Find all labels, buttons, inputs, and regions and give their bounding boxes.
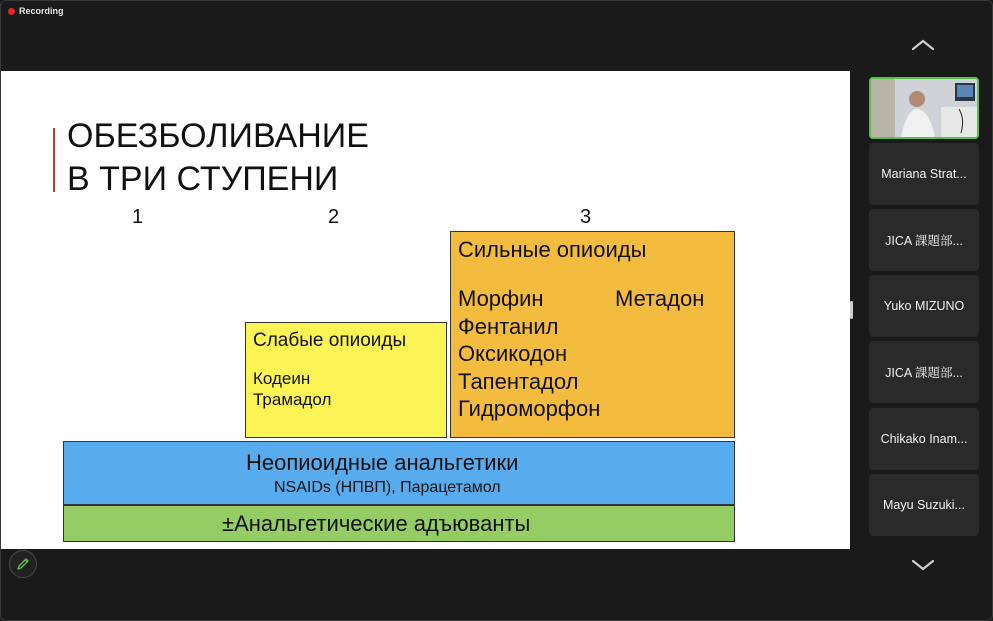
- annotate-button[interactable]: [9, 550, 37, 578]
- strong-opioid-row: [458, 313, 734, 341]
- strong-opioid-row: [458, 285, 734, 313]
- strong-opioid-item: Гидроморфон: [458, 396, 601, 421]
- step-number-2: 2: [328, 206, 340, 228]
- strong-opioid-item: Морфин: [458, 286, 544, 311]
- strong-opioid-row: [458, 368, 734, 396]
- strong-opioid-row: [458, 340, 734, 368]
- participant-tile[interactable]: [869, 341, 979, 403]
- weak-opioids-heading: Слабые опиоиды: [253, 330, 407, 351]
- speaker-video-frame: [871, 79, 977, 137]
- pencil-icon: [16, 557, 30, 571]
- participant-tile[interactable]: [869, 209, 979, 271]
- shared-screen: [1, 71, 850, 549]
- strong-opioid-item: Фентанил: [458, 313, 559, 339]
- participant-tile[interactable]: [869, 474, 979, 536]
- record-dot-icon: [8, 8, 15, 15]
- adjuvants-label: ±Анальгетические адъюванты: [222, 511, 531, 536]
- participant-name: Mayu Suzuki...: [883, 498, 965, 512]
- strong-opioids-box: [450, 231, 735, 438]
- participant-tile[interactable]: [869, 143, 979, 205]
- strong-opioids-heading: Сильные опиоиды: [458, 237, 647, 262]
- weak-opioid-item: Трамадол: [253, 390, 332, 409]
- slide-title: ОБЕЗБОЛИВАНИЕ В ТРИ СТУПЕНИ: [67, 117, 369, 198]
- title-accent-line: [53, 128, 55, 192]
- chevron-down-icon[interactable]: [911, 558, 935, 572]
- recording-label: Recording: [19, 6, 64, 16]
- participant-name: JICA 課題部...: [885, 234, 963, 248]
- non-opioid-heading: Неопиоидные анальгетики: [246, 450, 519, 475]
- strong-opioid-item: Тапентадол: [458, 368, 579, 394]
- strong-opioid-item: Оксикодон: [458, 341, 568, 366]
- strong-opioid-item: Метадон: [615, 286, 705, 311]
- non-opioid-subtitle: NSAIDs (НПВП), Парацетамол: [274, 479, 501, 496]
- weak-opioids-box: [245, 322, 447, 438]
- participant-name: JICA 課題部...: [885, 366, 963, 380]
- participant-name: Yuko MIZUNO: [883, 299, 965, 313]
- non-opioid-box: [63, 441, 735, 505]
- chevron-up-icon[interactable]: [911, 38, 935, 52]
- participant-tile[interactable]: [869, 408, 979, 470]
- step-number-1: 1: [132, 206, 144, 228]
- recording-indicator[interactable]: [8, 6, 64, 16]
- active-speaker-video[interactable]: [869, 77, 979, 139]
- participant-name: Chikako Inam...: [880, 432, 968, 446]
- participant-name: Mariana Strat...: [881, 167, 967, 181]
- step-number-3: 3: [580, 206, 592, 228]
- participant-tile[interactable]: [869, 275, 979, 337]
- strong-opioid-row: [458, 395, 734, 423]
- weak-opioid-item: Кодеин: [253, 369, 311, 388]
- adjuvants-box: [63, 505, 735, 542]
- panel-resize-handle[interactable]: [850, 301, 853, 319]
